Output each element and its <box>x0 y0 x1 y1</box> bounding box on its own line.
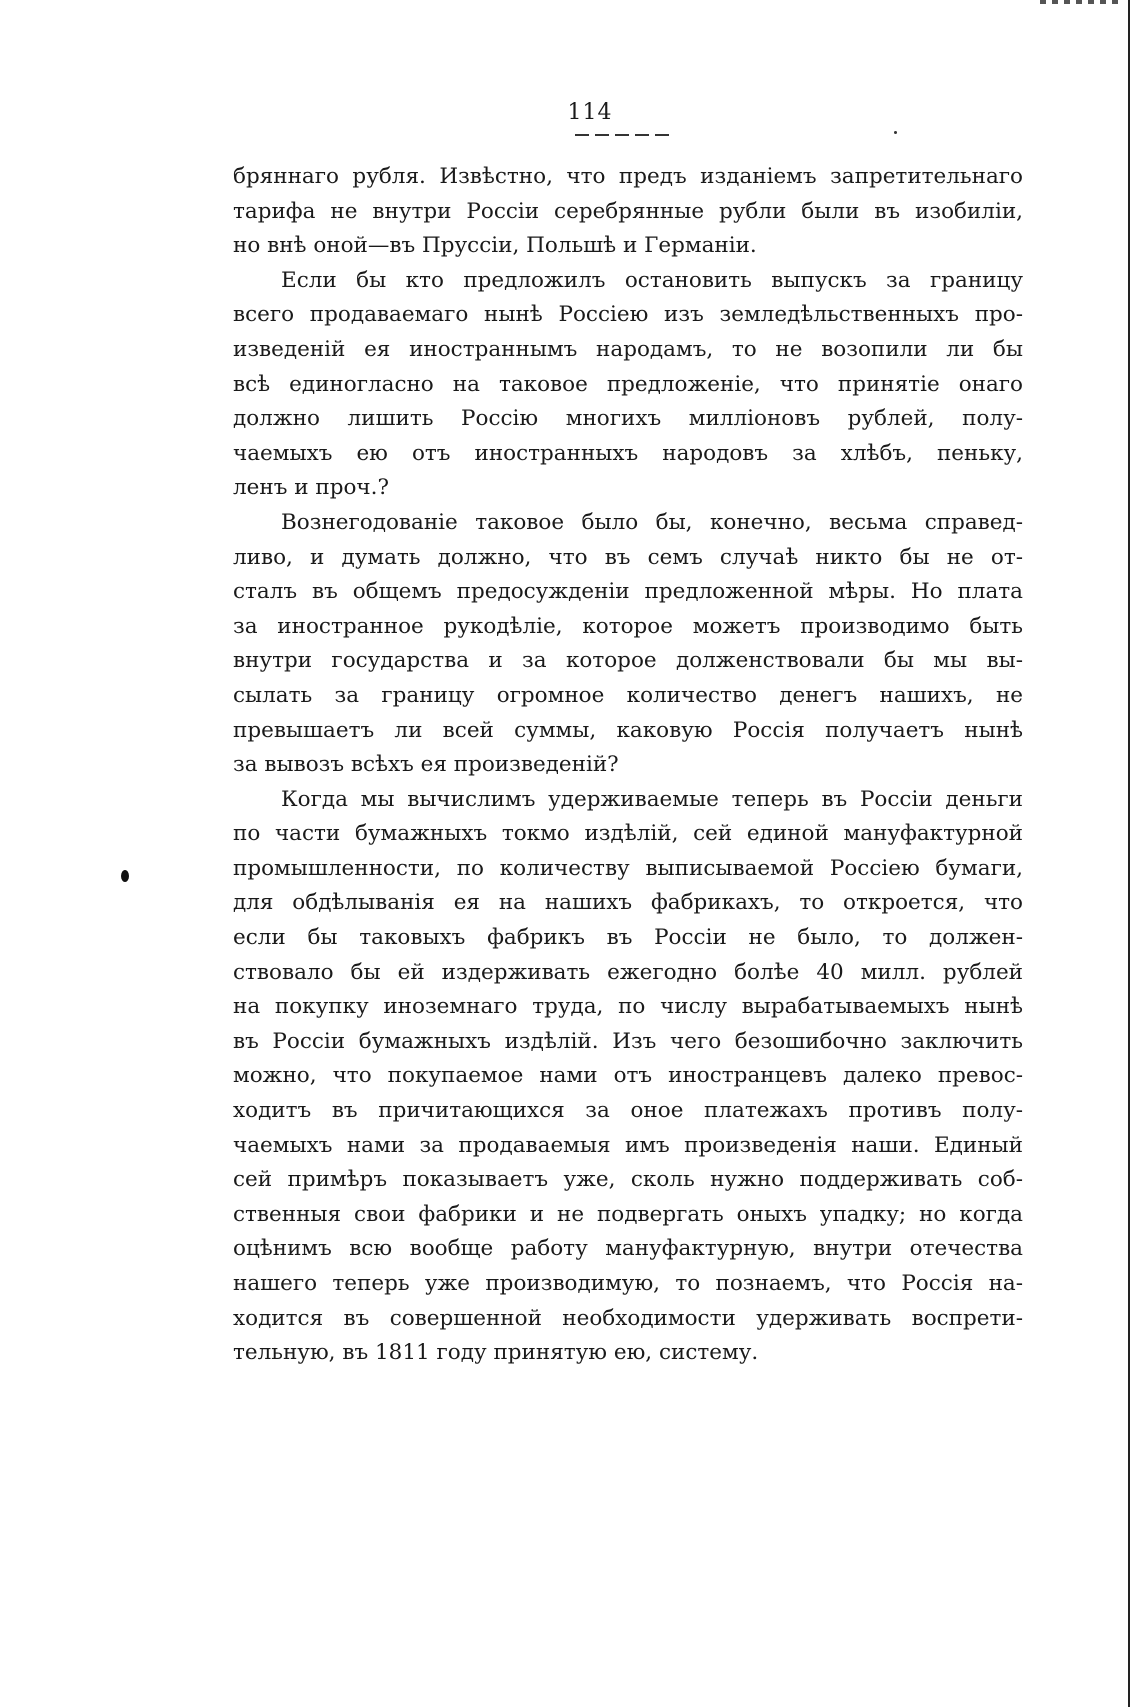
text-line: въ Россіи бумажныхъ издѣлій. Изъ чего безошибочно заключить <box>233 1028 1023 1054</box>
scan-edge-mark <box>1040 0 1120 4</box>
page-number: 114 <box>567 100 613 125</box>
text-line: должно лишить Россію многихъ милліоновъ рублей, полу- <box>233 406 1023 432</box>
text-line: можно, что покупаемое нами отъ иностранцевъ далеко превос- <box>233 1063 1023 1089</box>
text-line: тельную, въ 1811 году принятую ею, систему. <box>233 1340 759 1366</box>
text-line: за вывозъ всѣхъ ея произведеній? <box>233 752 619 778</box>
text-line: ливо, и думать должно, что въ семъ случаѣ никто бы не от- <box>233 544 1023 570</box>
text-line: но внѣ оной—въ Пруссіи, Польшѣ и Германіи. <box>233 233 757 259</box>
text-line: по части бумажныхъ токмо издѣлій, сей единой мануфактурной <box>233 821 1023 847</box>
text-line: нашего теперь уже производимую, то познаемъ, что Россія на- <box>233 1271 1023 1296</box>
page-edge-rule <box>1128 0 1130 1707</box>
text-line: ленъ и проч.? <box>233 475 390 501</box>
text-line: чаемыхъ ею отъ иностранныхъ народовъ за хлѣбъ, пеньку, <box>233 440 1023 466</box>
text-line: ствовало бы ей издерживать ежегодно болѣе 40 милл. рублей <box>233 959 1023 985</box>
text-line: на покупку иноземнаго труда, по числу вырабатываемыхъ нынѣ <box>233 994 1023 1020</box>
scan-speck <box>894 131 897 134</box>
text-line: за иностранное рукодѣліе, которое можетъ производимо быть <box>233 613 1023 639</box>
text-line: оцѣнимъ всю вообще работу мануфактурную, внутри отечества <box>233 1236 1023 1262</box>
page-number-underline <box>575 134 671 136</box>
text-line: Когда мы вычислимъ удерживаемые теперь въ Россіи деньги <box>281 786 1023 812</box>
text-line: всего продаваемаго нынѣ Россіею изъ земледѣльственныхъ про- <box>233 302 1023 328</box>
text-line: чаемыхъ нами за продаваемыя имъ произведенія наши. Единый <box>233 1132 1023 1158</box>
text-line: внутри государства и за которое долженствовали бы мы вы- <box>233 648 1023 674</box>
text-line: Вознегодованіе таковое было бы, конечно, весьма справед- <box>281 509 1023 535</box>
text-line: сталъ въ общемъ предосужденіи предложенной мѣры. Но плата <box>233 579 1023 605</box>
body-text <box>233 160 1023 1371</box>
text-line: ходится въ совершенной необходимости удерживать воспрети- <box>233 1305 1023 1331</box>
text-line: бряннаго рубля. Извѣстно, что предъ изданіемъ запретительнаго <box>233 164 1023 189</box>
text-line: для обдѣлыванія ея на нашихъ фабрикахъ, то откроется, что <box>233 890 1023 916</box>
text-line: всѣ единогласно на таковое предложеніе, что принятіе онаго <box>233 371 1023 397</box>
text-line: сей примѣръ показываетъ уже, сколь нужно поддерживать соб- <box>233 1167 1023 1193</box>
text-line: изведеній ея иностраннымъ народамъ, то не возопили ли бы <box>233 336 1023 362</box>
text-line: превышаетъ ли всей суммы, каковую Россія получаетъ нынѣ <box>233 717 1023 743</box>
text-line: промышленности, по количеству выписываемой Россіею бумаги, <box>233 855 1023 881</box>
text-line: ходитъ въ причитающихся за оное платежахъ противъ полу- <box>233 1098 1023 1124</box>
text-line: ственныя свои фабрики и не подвергать оныхъ упадку; но когда <box>233 1201 1023 1227</box>
text-line: сылать за границу огромное количество денегъ нашихъ, не <box>233 682 1023 708</box>
text-line: тарифа не внутри Россіи серебрянные рубли были въ изобиліи, <box>233 198 1023 224</box>
text-line: если бы таковыхъ фабрикъ въ Россіи не было, то должен- <box>233 925 1023 951</box>
margin-ink-dot <box>121 870 129 882</box>
text-line: Если бы кто предложилъ остановить выпускъ за границу <box>281 267 1023 293</box>
